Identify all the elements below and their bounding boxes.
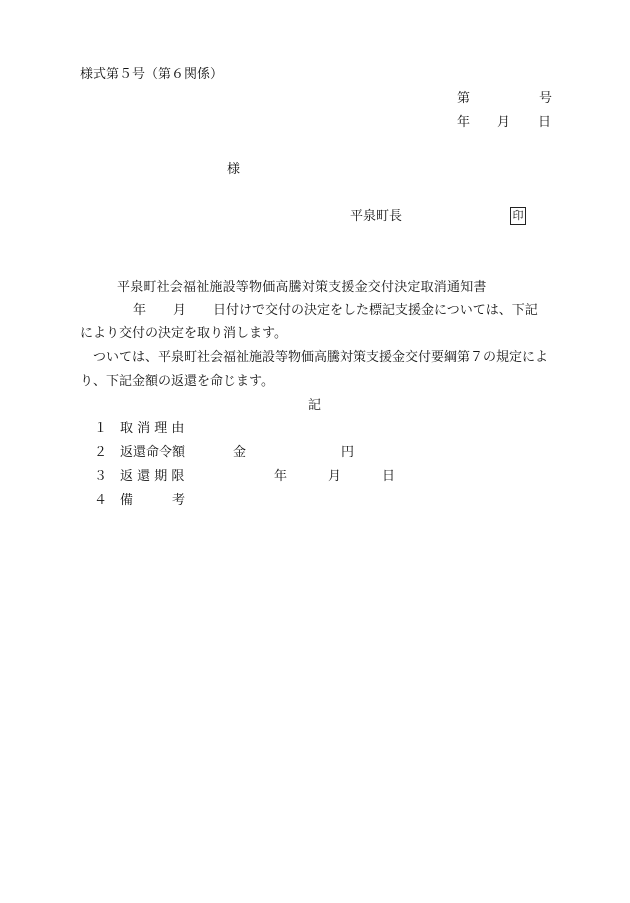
body-para2-line1: ついては、平泉町社会福祉施設等物価高騰対策支援金交付要綱第７の規定によ (80, 350, 549, 365)
item-label: 返還命令額 (120, 445, 186, 460)
deadline-month: 月 (328, 469, 342, 484)
item-number: １ (94, 421, 108, 436)
item-label: 取 消 理 由 (120, 421, 185, 436)
doc-number-prefix: 第 (457, 91, 471, 106)
document-title: 平泉町社会福祉施設等物価高騰対策支援金交付決定取消通知書 (117, 280, 487, 295)
body-para2-line2: り、下記金額の返還を命じます。 (80, 374, 274, 389)
item-number: ２ (94, 445, 108, 460)
body-line1-month: 月 (173, 303, 187, 318)
deadline-year: 年 (274, 469, 288, 484)
deadline-day: 日 (382, 469, 396, 484)
item-label: 返 還 期 限 (120, 469, 185, 484)
item-number: ３ (94, 469, 108, 484)
ki-heading: 記 (308, 398, 322, 413)
body-line2: により交付の決定を取り消します。 (80, 326, 287, 341)
body-line1-rest: 日付けで交付の決定をした標記支援金については、下記 (213, 303, 538, 318)
form-number: 様式第５号（第６関係） (80, 67, 224, 82)
doc-date-day: 日 (538, 115, 552, 130)
body-line1-year: 年 (133, 303, 147, 318)
currency-unit: 円 (341, 445, 355, 460)
doc-date-year: 年 (457, 115, 471, 130)
addressee-honorific: 様 (227, 162, 241, 177)
sender-title: 平泉町長 (350, 209, 403, 224)
currency-prefix: 金 (233, 445, 247, 460)
item-number: ４ (94, 493, 108, 508)
doc-number-suffix: 号 (539, 91, 553, 106)
seal-stamp: 印 (510, 207, 526, 225)
doc-date-month: 月 (497, 115, 511, 130)
item-label: 備 考 (120, 493, 186, 508)
